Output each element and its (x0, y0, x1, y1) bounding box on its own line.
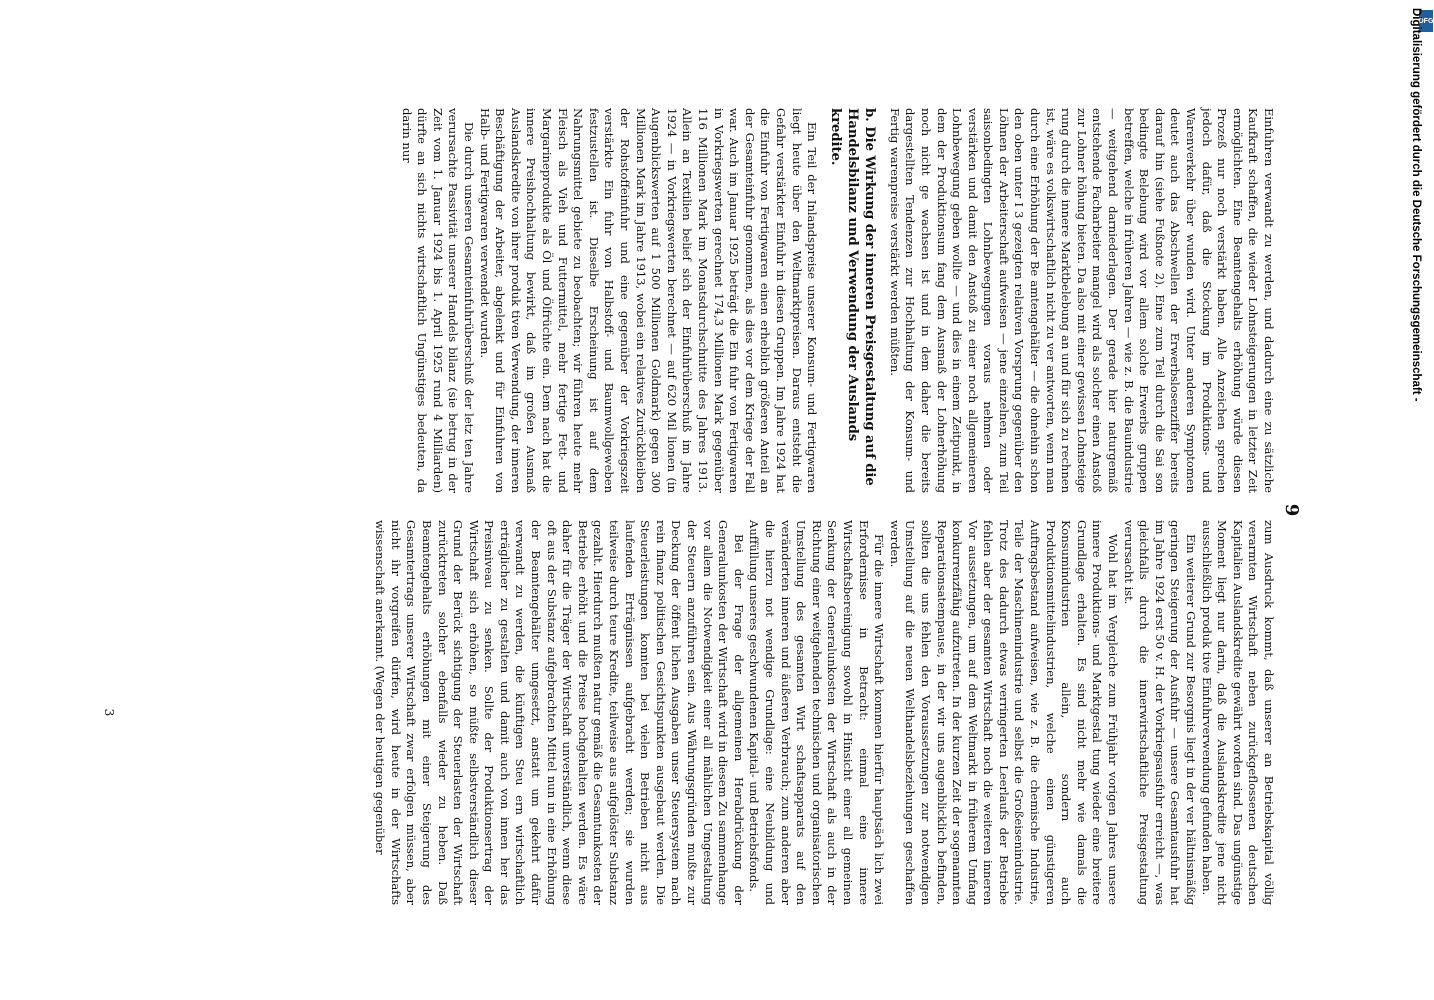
right-column (372, 520, 1276, 905)
credit-text: Digitalisierung gefördert durch die Deutsche Forschungsgemeinschaft - (1410, 8, 1422, 402)
dfg-logo: DFG (1419, 10, 1433, 32)
rotated-page-scan (98, 90, 1306, 930)
paragraph: Ein weiterer Grund zur Besorgnis liegt in der ver hältnismäßig geringen Steigerung der Ausfuhr — unsere Gesamtausfuhr hat im Jahre 1924 erst 50 v. H. der Vorkriegsausfuhr erreicht —, was gleichfalls durch die innerwirtschaftliche Preisgestaltung verursacht ist. (1121, 520, 1199, 905)
page-number: 9 (1281, 503, 1302, 517)
paragraph: Bei der Frage der allgemeinen Herabdrückung der Generalunkosten der Wirtschaft wird in diesem Zu sammenhange vor allem die Notwendigkeit einer all mählichen Umgestaltung der Steuern anzuführen sein. Aus Währungsgründen mußte zur Deckung der öffent lichen Ausgaben unser Steuersystem nach rein finanz politischen Gesichtspunkten ausgebaut werden. Die Steuerleistungen konnten bei vielen Betrieben nicht aus laufenden Erträgnissen aufgebracht werden; sie wurden teilweise durch teure Kredite, teilweise aus aufgelöster Substanz gezahlt. Hierdurch mußten natur gemäß die Gesamtunkosten der Betriebe erhöht und die Preise hochgehalten werden. Es wäre daher für die Träger der Wirtschaft unverständlich, wenn diese oft aus der Substanz aufgebrachten Mittel nun in eine Erhöhung der Beamtengehälter umgesetzt, anstatt um gekehrt dafür verwandt zu werden, die künftigen Steu ern wirtschaftlich erträglicher zu gestalten und damit auch von innen her das Preisniveau zu senken. Sollte der Produktionsertrag der Wirtschaft sich erhöhen, so müßte selbstverständlich dieser Grund der Berück sichtigung der Steuerlasten der Wirtschaft zurücktreten solcher ebenfalls wieder zu heben. Daß Beamtengehalts erhöhungen mit einer Steigerung des Gesamtertrags unserer Wirtschaft zwar erfolgen müssen, aber nicht ihr vorgreifen dürfen, wird heute in der Wirtschafts wissenschaft anerkannt. (Wegen der heutigen gegenüber (373, 520, 746, 905)
paragraph: Wohl hat im Vergleiche zum Frühjahr vorigen Jahres unsere innere Produktions- und Marktgestal tung wieder eine breitere Grundlage erhalten. Es sind nicht mehr wie damals die Konsumindustrien allein, sondern auch Produktionsmittelindustrien, welche einen günstigeren Auftragsbestand aufweisen, wie z. B. die chemische Industrie, Teile der Maschinenindustrie und selbst die Großeisenindustrie. Trotz des dadurch etwas verringerten Leerlaufs der Betriebe fehlen aber der gesamten Wirtschaft noch die weiteren inneren Vor aussetzungen, um auf dem Weltmarkt in früherem Umfang konkurrenzfähig aufzutreten. In der kurzen Zeit der sogenannten Reparationsatempause, in der wir uns augenblicklich befinden, sollten die uns fehlen den Voraussetzungen zur notwendigen Umstellung auf die neuen Welthandelsbeziehungen geschaffen werden. (887, 520, 1121, 905)
digitization-credit (1405, 8, 1427, 402)
section-heading: b. Die Wirkung der inneren Preisgestaltung auf die Handelsbilanz und Verwendung der Auslands kredite. (828, 108, 878, 486)
document-page (98, 90, 1306, 930)
left-column (398, 108, 1276, 493)
paragraph: Ein Teil der Inlandspreise unserer Konsum- und Fertigwaren liegt heute über den Weltmarktpreisen. Daraus entsteht die Gefahr verstärkter Einfuhr in diesen Gruppen. Im Jahre 1924 hat die Einfuhr von Fertigwaren einen erheblich größeren Anteil an der Gesamteinfuhr genommen, als dies vor dem Kriege der Fall war. Auch im Januar 1925 beträgt die Ein fuhr von Fertigwaren in Vorkriegswerten gerechnet 174,3 Millionen Mark gegenüber 116 Millionen Mark im Monatsdurchschnitte des Jahres 1913. Allein an Textilien belief sich der Einfuhrüberschuß im Jahre 1924 — in Vorkriegswerten berechnet — auf 620 Mil lionen (in Augenblickswerten auf 1 500 Millionen Goldmark) gegen 300 Millionen Mark im Jahre 1913, wobei ein relatives Zurückbleiben der Rohstoffeinfuhr und eine gegenüber der Vorkriegszeit verstärkte Ein fuhr von Halbstoff- und Baumwollgeweben festzustellen ist. Dieselbe Erscheinung ist auf dem Nahrungsmittel gebiete zu beobachten; wir führen heute mehr Fleisch als Vieh und Futtermittel, mehr fertige Fett- und Margarineprodukte als Öl und Ölfrüchte ein. Dem nach hat die innere Preishochhaltung bewirkt, daß im großen Ausmaß Auslandskredite von ihrer produk tiven Verwendung, der inneren Beschäftigung der Arbeiter, abgelenkt und für Einfuhren von Halb- und Fertigwaren verwendet wurden. (477, 108, 820, 493)
footer-page-number: 3 (102, 708, 116, 717)
paragraph: zum Ausdruck kommt, daß unserer an Betriebskapital völlig verarmten Wirtschaft neben zurückgeflossenen deutschen Kapitalien Auslandskredite gewährt worden sind. Das ungünstige Moment liegt nur darin, daß die Auslandskredite jene nicht ausschließlich produk tive Einfuhrverwendung gefunden haben. (1199, 520, 1276, 905)
paragraph: Einfuhren verwandt zu werden, und dadurch eine zu sätzliche Kaufkraft schaffen, die wieder Lohnsteigerungen in letzter Zeit ermöglichten. Eine Beamtengehalts erhöhung würde diesen Prozeß nur noch verstärkt haben. Alle Anzeichen sprechen jedoch dafür, daß die Stockung im Produktions- und Warenverkehr über wunden wird. Unter anderen Symptomen deutet auch das Abschwellen der Erwerbslosenziffer bereits darauf hin (siehe Fußnote 2). Eine zum Teil durch die Sai son bedingte Belebung wird vor allem solche Erwerbs gruppen betreffen, welche in früheren Jahren — wie z. B. die Bauindustrie — weitgehend darniederlagen. Der gerade hier naturgemäß entstehende Facharbeiter mangel wird als solcher einen Anstoß zur Lohner höhung bieten. Da also mit einer gewissen Lohnsteige rung durch die innere Marktbelebung an und für sich zu rechnen ist, wäre es volkswirtschaftlich nicht zu ver antworten, wenn man durch eine Erhöhung der Be amtengehälter — die ohnehin schon den oben unter I 3 gezeigten relativen Vorsprung gegenüber den Löhnen der Arbeiterschaft aufweisen — jene einzelnen, zum Teil saisonbedingten Lohnbewegungen voraus nehmen oder verstärken und damit den Anstoß zu einer noch allgemeineren Lohnbewegung geben wollte — und dies in einem Zeitpunkt, in dem der Produktionsum fang dem Ausmaß der Lohnerhöhung noch nicht ge wachsen ist und in dem daher die bereits dargestellten Tendenzen zur Hochhaltung der Konsum- und Fertig warenpreise verstärkt werden müßten. (887, 108, 1276, 493)
paragraph: Für die innere Wirtschaft kommen hierfür hauptsäch lich zwei Erfordernisse in Betracht: einmal eine innere Wirtschaftsbereinigung sowohl in Hinsicht einer all gemeinen Senkung der Generalunkosten der Wirtschaft als auch in der Richtung einer weitgehenden technischen und organisatorischen Umstellung des gesamten Wirt schaftsapparats auf den veränderten inneren und äußeren Verbrauch; zum anderen aber die hierzu not wendige Grundlage: eine Neubildung und Auffüllung unseres geschwundenen Kapital- und Betriebsfonds. (747, 520, 887, 905)
paragraph: Die durch unseren Gesamteinfuhrüberschuß der letz ten Jahre verursachte Passivität unserer Handels bilanz (sie betrug in der Zeit vom 1. Januar 1924 bis 1. April 1925 rund 4 Milliarden) dürfte an sich nichts wirtschaftlich Ungünstiges bedeuten, da darin nur (399, 108, 477, 493)
